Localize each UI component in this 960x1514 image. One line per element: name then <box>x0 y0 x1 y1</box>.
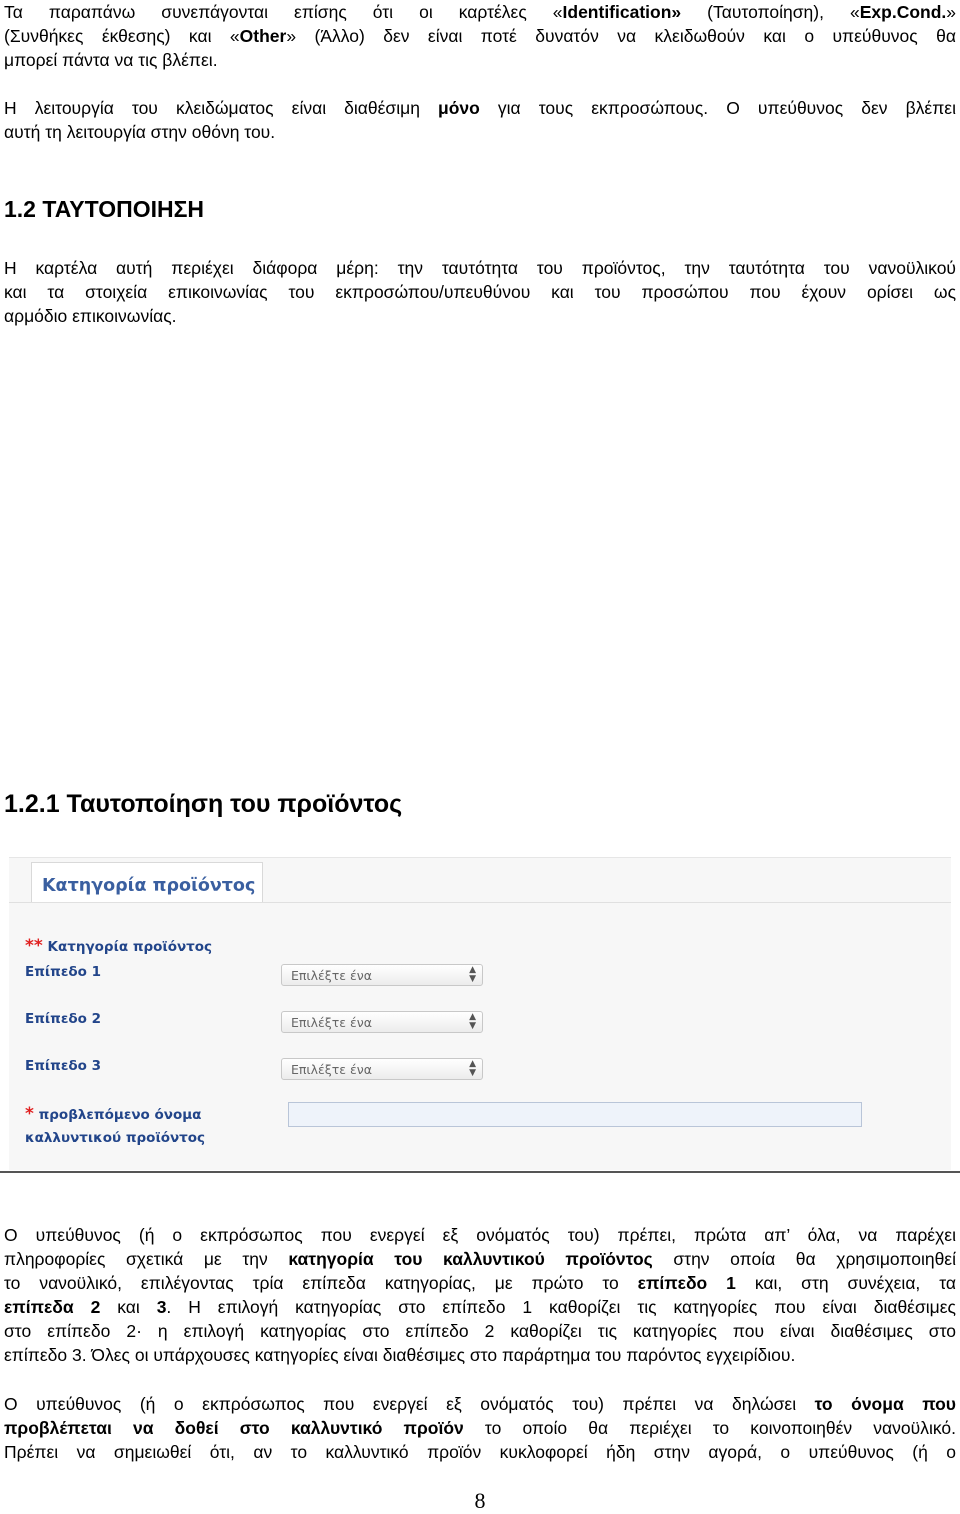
text-line: (Συνθήκες έκθεσης) και «Other» (Άλλο) δεν είναι ποτέ δυνατόν να κλειδωθούν και ο υπεύθυνος θα <box>4 26 956 46</box>
select-value: Επιλέξτε ένα <box>291 1062 373 1077</box>
select-arrows-icon: ▲ ▼ <box>469 1059 476 1078</box>
level3-label: Επίπεδο 3 <box>25 1058 101 1074</box>
intro-paragraph <box>4 0 956 72</box>
text-line: αυτή τη λειτουργία στην οθόνη του. <box>4 122 276 142</box>
select-arrows-icon: ▲ ▼ <box>469 1012 476 1031</box>
text-line: το νανοϋλικό, επιλέγοντας τρία επίπεδα κατηγορίας, με πρώτο το επίπεδο 1 και, στη συνέχεια, τα <box>4 1273 956 1293</box>
text-line: Πρέπει να σημειωθεί ότι, αν το καλλυντικό προϊόν κυκλοφορεί ήδη στην αγορά, ο υπεύθυνος (ή ο <box>4 1442 956 1462</box>
text-line: επίπεδα 2 και 3. Η επιλογή κατηγορίας στο επίπεδο 1 καθορίζει τις κατηγορίες που είναι διαθέσιμες <box>4 1297 956 1317</box>
identification-paragraph <box>4 256 956 328</box>
text-line: και τα στοιχεία επικοινωνίας του εκπροσώπου/υπευθύνου και του προσώπου που έχουν ορίσει ως <box>4 282 956 302</box>
required-marker: * <box>25 1104 34 1124</box>
text-line: μπορεί πάντα να τις βλέπει. <box>4 50 218 70</box>
text-line: Η λειτουργία του κλειδώματος είναι διαθέσιμη μόνο για τους εκπροσώπους. Ο υπεύθυνος δεν βλέπει <box>4 98 956 118</box>
text-line: Ο υπεύθυνος (ή ο εκπρόσωπος που ενεργεί εξ ονόματός του) πρέπει να δηλώσει το όνομα που <box>4 1394 956 1414</box>
select-value: Επιλέξτε ένα <box>291 1015 373 1030</box>
product-name-label-line2: καλλυντικού προϊόντος <box>25 1130 206 1146</box>
select-arrows-icon: ▲ ▼ <box>469 965 476 984</box>
form-bottom-border <box>0 1171 960 1173</box>
level2-label: Επίπεδο 2 <box>25 1011 101 1027</box>
page-number: 8 <box>474 1488 486 1513</box>
text-line: Ο υπεύθυνος (ή ο εκπρόσωπος που ενεργεί εξ ονόματός του) πρέπει, πρώτα απ’ όλα, να παρέχει <box>4 1225 956 1245</box>
text-line: επίπεδο 3. Όλες οι υπάρχουσες κατηγορίες είναι διαθέσιμες στο παράρτημα του παρόντος εγχειρίδιου. <box>4 1345 796 1365</box>
lock-paragraph <box>4 96 956 144</box>
product-name-input[interactable] <box>288 1102 862 1127</box>
text-line: προβλέπεται να δοθεί στο καλλυντικό προϊόν το οποίο θα περιέχει το κοινοποιηθέν νανοϋλικό. <box>4 1418 956 1438</box>
subsection-heading: 1.2.1 Ταυτοποίηση του προϊόντος <box>4 790 403 818</box>
section-heading: 1.2 ΤΑΥΤΟΠΟΙΗΣΗ <box>4 196 205 222</box>
product-name-label: * προβλεπόμενο όνομα <box>25 1104 202 1124</box>
text-line: αρμόδιο επικοινωνίας. <box>4 306 177 326</box>
level1-select[interactable] <box>281 964 483 986</box>
tab-product-category[interactable] <box>31 862 263 903</box>
tab-divider <box>9 902 951 903</box>
category-label: ** Κατηγορία προϊόντος <box>25 936 213 956</box>
text-line: Τα παραπάνω συνεπάγονται επίσης ότι οι καρτέλες «Identification» (Ταυτοποίηση), «Exp.Cond.» <box>4 2 956 22</box>
text-line: στο επίπεδο 2· η επιλογή κατηγορίας στο επίπεδο 2 καθορίζει τις κατηγορίες που είναι διαθέσιμες στο <box>4 1321 956 1341</box>
text-line: Η καρτέλα αυτή περιέχει διάφορα μέρη: την ταυτότητα του προϊόντος, την ταυτότητα του νανοϋλικού <box>4 258 956 278</box>
category-paragraph <box>4 1223 956 1367</box>
product-category-form <box>9 857 951 1170</box>
required-marker: ** <box>25 936 43 956</box>
select-value: Επιλέξτε ένα <box>291 968 373 983</box>
level3-select[interactable] <box>281 1058 483 1080</box>
level1-label: Επίπεδο 1 <box>25 964 101 980</box>
level2-select[interactable] <box>281 1011 483 1033</box>
text-line: πληροφορίες σχετικά με την κατηγορία του καλλυντικού προϊόντος στην οποία θα χρησιμοποιηθεί <box>4 1249 956 1269</box>
tab-label: Κατηγορία προϊόντος <box>42 876 256 896</box>
product-name-paragraph <box>4 1392 956 1464</box>
